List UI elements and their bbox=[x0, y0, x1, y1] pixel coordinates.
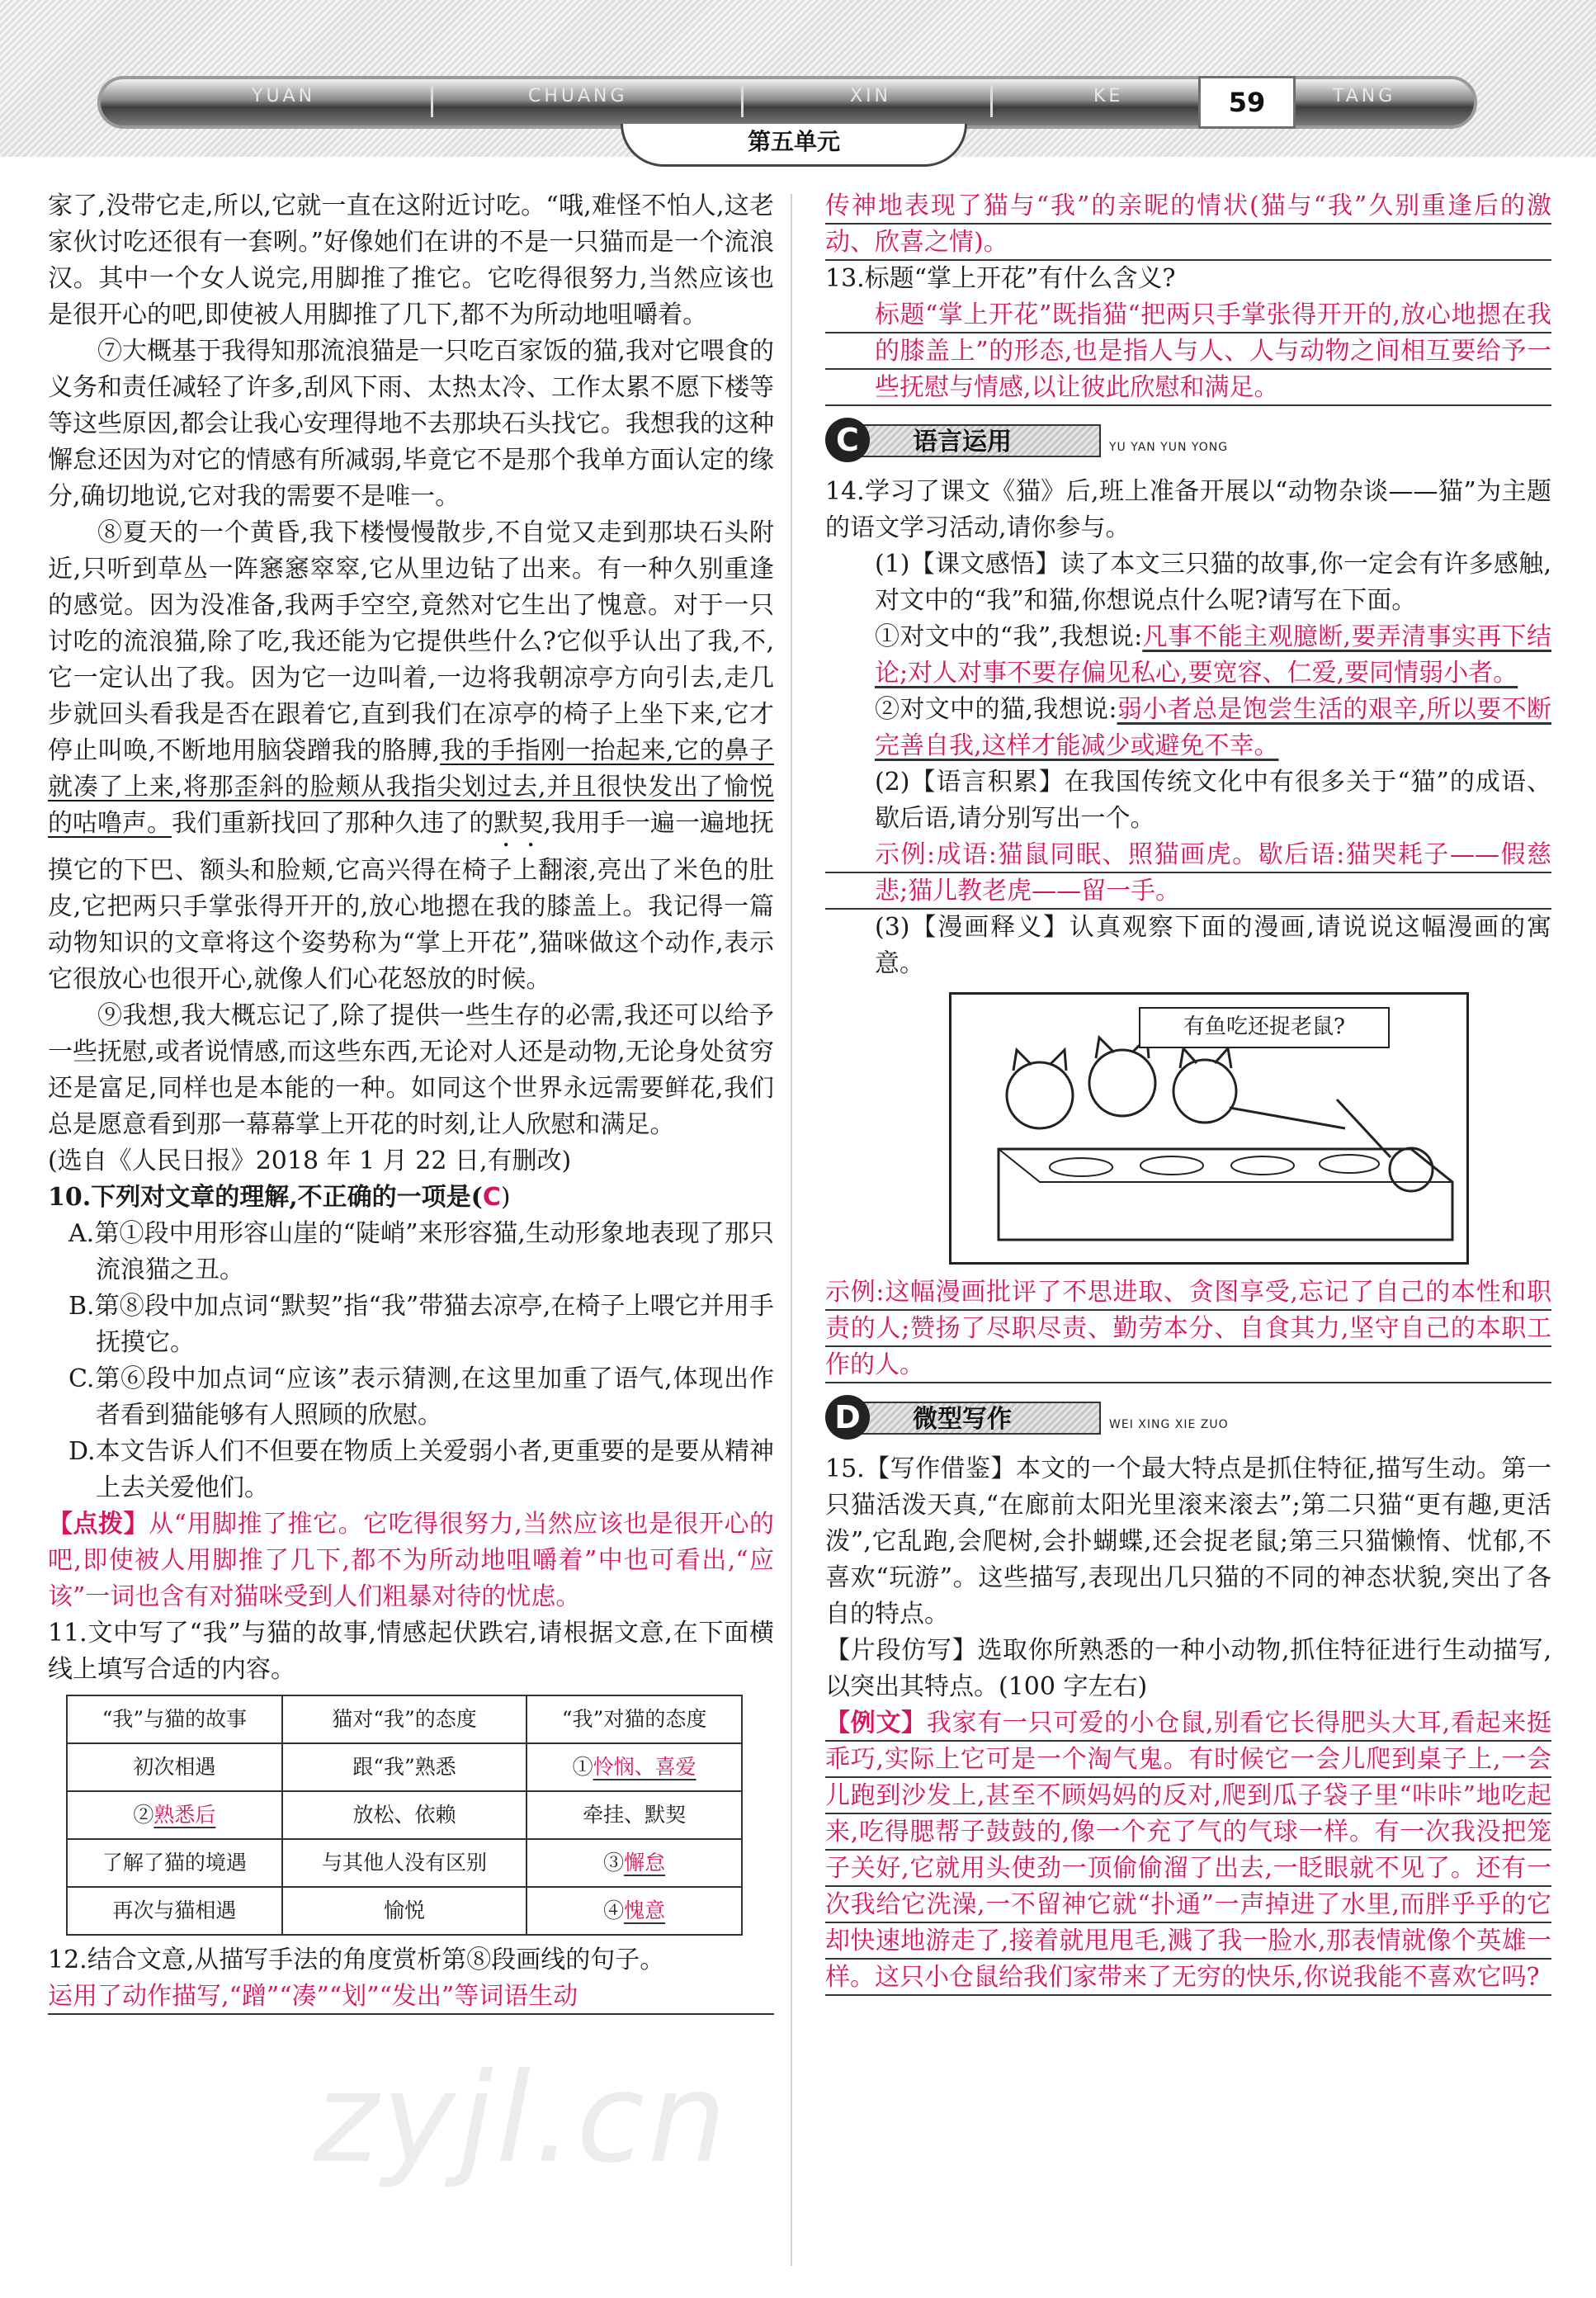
section-d-banner bbox=[825, 1393, 1551, 1443]
question-10-close: ) bbox=[500, 1183, 511, 1212]
option-d: D.本文告诉人们不但要在物质上关爱弱小者,更重要的是要从精神上去关爱他们。 bbox=[68, 1437, 774, 1502]
table-row bbox=[67, 1791, 742, 1839]
question-14-3-answer: 示例:这幅漫画批评了不思进取、贪图享受,忘记了自己的本性和职责的人;赞扬了尽职尽责、勤劳本分、自食其力,坚守自己的本职工作的人。 bbox=[825, 1274, 1551, 1383]
page-number: 59 bbox=[1198, 76, 1296, 129]
blank-number: ③ bbox=[603, 1851, 625, 1875]
question-11: 11.文中写了“我”与猫的故事,情感起伏跌宕,请根据文意,在下面横线上填写合适的内容。 bbox=[48, 1619, 774, 1684]
table-cell bbox=[526, 1743, 742, 1791]
table-cell: 牵挂、默契 bbox=[526, 1791, 742, 1839]
blank-number: ② bbox=[133, 1803, 154, 1827]
table-cell: 愉悦 bbox=[282, 1887, 526, 1935]
prompt: ②对文中的猫,我想说: bbox=[875, 695, 1117, 724]
question-10-stem: 10.下列对文章的理解,不正确的一项是( bbox=[48, 1183, 483, 1212]
question-15-answer bbox=[825, 1705, 1551, 1996]
blank-number: ① bbox=[572, 1755, 593, 1779]
blank-answer: 愧意 bbox=[624, 1898, 666, 1922]
table-cell: 了解了猫的境遇 bbox=[67, 1839, 282, 1887]
table-cell: 初次相遇 bbox=[67, 1743, 282, 1791]
table-cell: 再次与猫相遇 bbox=[67, 1887, 282, 1935]
question-14-3: (3)【漫画释义】认真观察下面的漫画,请说说这幅漫画的寓意。 bbox=[875, 913, 1551, 978]
blank-answer: 懈怠 bbox=[624, 1851, 666, 1875]
table-cell: 放松、依赖 bbox=[282, 1791, 526, 1839]
option-b: B.第⑧段中加点词“默契”指“我”带猫去凉亭,在椅子上喂它并用手抚摸它。 bbox=[68, 1292, 774, 1357]
header-word: CHUANG bbox=[528, 86, 628, 106]
question-14-1-b bbox=[825, 692, 1551, 764]
header-separator bbox=[741, 84, 744, 117]
paragraph-8-text: 我们重新找回了那种久违了的 bbox=[172, 809, 494, 838]
header-word: KE bbox=[1093, 86, 1124, 106]
header-word: YUAN bbox=[252, 86, 316, 106]
question-14-1-a bbox=[825, 619, 1551, 692]
cartoon-caption: 有鱼吃还捉老鼠? bbox=[1139, 1007, 1390, 1048]
header-separator bbox=[431, 84, 433, 117]
question-12-answer: 运用了动作描写,“蹭”“凑”“划”“发出”等词语生动 bbox=[48, 1979, 774, 2015]
underlined-sentence: 我的手指刚一抬起来,它的鼻子就凑了上来,将那歪斜的脸颊从我指尖划过去,并且很快发出了愉悦的咕噜声。 bbox=[48, 736, 774, 838]
header-word: XIN bbox=[850, 86, 892, 106]
paragraph: 家了,没带它走,所以,它就一直在这附近讨吃。“哦,难怪不怕人,这老家伙讨吃还很有一套咧。”好像她们在讲的不是一只猫而是一个流浪汉。其中一个女人说完,用脚推了推它。它吃得很努力,当然应该也是很开心的吧,即使被人用脚推了几下,都不为所动地咀嚼着。 bbox=[48, 192, 774, 329]
prompt: ①对文中的“我”,我想说: bbox=[875, 622, 1143, 651]
table-row bbox=[67, 1743, 742, 1791]
question-14-1: (1)【课文感悟】读了本文三只猫的故事,你一定会有许多感触,对文中的“我”和猫,你想说点什么呢?请写在下面。 bbox=[875, 550, 1551, 615]
blank-answer: 怜悯、喜爱 bbox=[593, 1755, 696, 1779]
question-12-answer-continued: 传神地表现了猫与“我”的亲昵的情状(猫与“我”久别重逢后的激动、欣喜之情)。 bbox=[825, 188, 1551, 261]
table-header-row bbox=[67, 1695, 742, 1743]
section-d-letter: D bbox=[825, 1395, 870, 1440]
column-divider bbox=[791, 194, 792, 2266]
option-a: A.第①段中用形容山崖的“陡峭”来形容猫,生动形象地表现了那只流浪猫之丑。 bbox=[68, 1219, 774, 1284]
hint-text: 从“用脚推了推它。它吃得很努力,当然应该也是很开心的吧,即使被人用脚推了几下,都不为所动地咀嚼着”中也可看出,“应该”一词也含有对猫咪受到人们粗暴对待的忧虑。 bbox=[48, 1510, 775, 1611]
question-14: 14.学习了课文《猫》后,班上准备开展以“动物杂谈——猫”为主题的语文学习活动,请你参与。 bbox=[825, 477, 1551, 542]
paragraph-9: ⑨我想,我大概忘记了,除了提供一些生存的必需,我还可以给予一些抚慰,或者说情感,而这些东西,无论对人还是动物,无论身处贫穷还是富足,同样也是本能的一种。如同这个世界永远需要鲜花,我们总是愿意看到那一幕幕掌上开花的时刻,让人欣慰和满足。 bbox=[48, 1001, 774, 1139]
question-12: 12.结合文意,从描写手法的角度赏析第⑧段画线的句子。 bbox=[48, 1946, 665, 1974]
paragraph-8 bbox=[48, 515, 774, 998]
paragraph-7: ⑦大概基于我得知那流浪猫是一只吃百家饭的猫,我对它喂食的义务和责任减轻了许多,刮风下雨、太热太冷、工作太累不愿下楼等等这些原因,都会让我心安理得地不去那块石头找它。我想我的这种懈怠还因为对它的情感有所减弱,毕竟它不是那个我单方面认定的缘分,确切地说,它对我的需要不是唯一。 bbox=[48, 337, 774, 511]
question-15-task: 【片段仿写】选取你所熟悉的一种小动物,抓住特征进行生动描写,以突出其特点。(100 字左右) bbox=[825, 1636, 1551, 1701]
paragraph-8-text: ,我用手一遍一遍地抚摸它的下巴、额头和脸颊,它高兴得在椅子上翻滚,亮出了米色的肚皮,它把两只手掌张得开开的,放心地摁在我的膝盖上。我记得一篇动物知识的文章将这个姿势称为“掌上开花”,猫咪做这个动作,表示它很放心也很开心,就像人们心花怒放的时候。 bbox=[48, 809, 774, 994]
question-13: 13.标题“掌上开花”有什么含义? bbox=[825, 264, 1176, 293]
question-14-2: (2)【语言积累】在我国传统文化中有很多关于“猫”的成语、歇后语,请分别写出一个。 bbox=[875, 768, 1551, 833]
header-separator bbox=[990, 84, 993, 117]
header-word: TANG bbox=[1333, 86, 1396, 106]
section-c-banner bbox=[825, 416, 1551, 466]
table-cell: 跟“我”熟悉 bbox=[282, 1743, 526, 1791]
section-d-pinyin: WEI XING XIE ZUO bbox=[1109, 1418, 1229, 1431]
table-header-cell: 猫对“我”的态度 bbox=[282, 1695, 526, 1743]
left-column bbox=[48, 188, 774, 2015]
watermark: zyjl.cn bbox=[314, 2047, 730, 2191]
paragraph-8-text: ⑧夏天的一个黄昏,我下楼慢慢散步,不自觉又走到那块石头附近,只听到草丛一阵窸窸窣窣,它从里边钻了出来。有一种久别重逢的感觉。因为没准备,我两手空空,竟然对它生出了愧意。对于一只讨吃的流浪猫,除了吃,我还能为它提供些什么?它似乎认出了我,不,它一定认出了我。因为它一边叫着,一边将我朝凉亭方向引去,走几步就回头看我是否在跟着它,直到我们在凉亭的椅子上坐下来,它才停止叫唤,不断地用脑袋蹭我的胳膊, bbox=[48, 518, 774, 765]
section-c-letter: C bbox=[825, 418, 870, 462]
answer: 弱小者总是饱尝生活的艰辛,所以要不断完善自我,这样才能减少或避免不幸。 bbox=[875, 695, 1551, 760]
table-cell bbox=[67, 1791, 282, 1839]
question-10 bbox=[48, 1180, 774, 1216]
question-10-answer: C bbox=[482, 1183, 501, 1212]
table-header-cell: “我”与猫的故事 bbox=[67, 1695, 282, 1743]
dotted-word: 默契 bbox=[493, 809, 544, 838]
table-row bbox=[67, 1839, 742, 1887]
right-column bbox=[825, 188, 1551, 1996]
hint-label: 【点拨】 bbox=[48, 1510, 149, 1539]
table-header-cell: “我”对猫的态度 bbox=[526, 1695, 742, 1743]
table-cell bbox=[526, 1887, 742, 1935]
question-15: 15.【写作借鉴】本文的一个最大特点是抓住特征,描写生动。第一只猫活泼天真,“在廊前太阳光里滚来滚去”;第二只猫“更有趣,更活泼”,它乱跑,会爬树,会扑蝴蝶,还会捉老鼠;第三只猫懒惰、忧郁,不喜欢“玩游”。这些描写,表现出几只猫的不同的神态状貌,突出了各自的特点。 bbox=[825, 1454, 1551, 1629]
cartoon bbox=[949, 992, 1469, 1265]
question-13-answer: 标题“掌上开花”既指猫“把两只手掌张得开开的,放心地摁在我的膝盖上”的形态,也是指人与人、人与动物之间相互要给予一些抚慰与情感,以让彼此欣慰和满足。 bbox=[825, 297, 1551, 406]
section-c-title: 语言运用 bbox=[862, 424, 1101, 457]
table-cell bbox=[526, 1839, 742, 1887]
blank-number: ④ bbox=[603, 1898, 625, 1922]
blank-answer: 熟悉后 bbox=[153, 1803, 216, 1827]
question-14-2-answer: 示例:成语:猫鼠同眠、照猫画虎。歇后语:猫哭耗子——假慈悲;猫儿教老虎——留一手。 bbox=[825, 837, 1551, 910]
example-text: 我家有一只可爱的小仓鼠,别看它长得肥头大耳,看起来挺乖巧,实际上它可是一个淘气鬼。有时候它一会儿爬到桌子上,一会儿跑到沙发上,甚至不顾妈妈的反对,爬到瓜子袋子里“咔咔”地吃起来,吃得腮帮子鼓鼓的,像一个充了气的气球一样。有一次我没把笼子关好,它就用头使劲一顶偷偷溜了出去,一眨眼就不见了。还有一次我给它洗澡,一不留神它就“扑通”一声掉进了水里,而胖乎乎的它却快速地游走了,接着就甩甩毛,溅了我一脸水,那表情就像个英雄一样。这只小仓鼠给我们家带来了无穷的快乐,你说我能不喜欢它吗? bbox=[825, 1709, 1551, 1992]
story-table bbox=[66, 1695, 743, 1936]
example-label: 【例文】 bbox=[825, 1709, 927, 1738]
hint bbox=[48, 1506, 774, 1615]
source-note: (选自《人民日报》2018 年 1 月 22 日,有删改) bbox=[48, 1147, 572, 1175]
table-row bbox=[67, 1887, 742, 1935]
section-d-title: 微型写作 bbox=[862, 1402, 1101, 1435]
answer: 凡事不能主观臆断,要弄清事实再下结论;对人对事不要存偏见私心,要宽容、仁爱,要同情弱小者。 bbox=[875, 622, 1551, 688]
table-cell: 与其他人没有区别 bbox=[282, 1839, 526, 1887]
unit-title: 第五单元 bbox=[621, 124, 967, 167]
option-c: C.第⑥段中加点词“应该”表示猜测,在这里加重了语气,体现出作者看到猫能够有人照顾的欣慰。 bbox=[68, 1364, 774, 1430]
section-c-pinyin: YU YAN YUN YONG bbox=[1109, 441, 1229, 454]
